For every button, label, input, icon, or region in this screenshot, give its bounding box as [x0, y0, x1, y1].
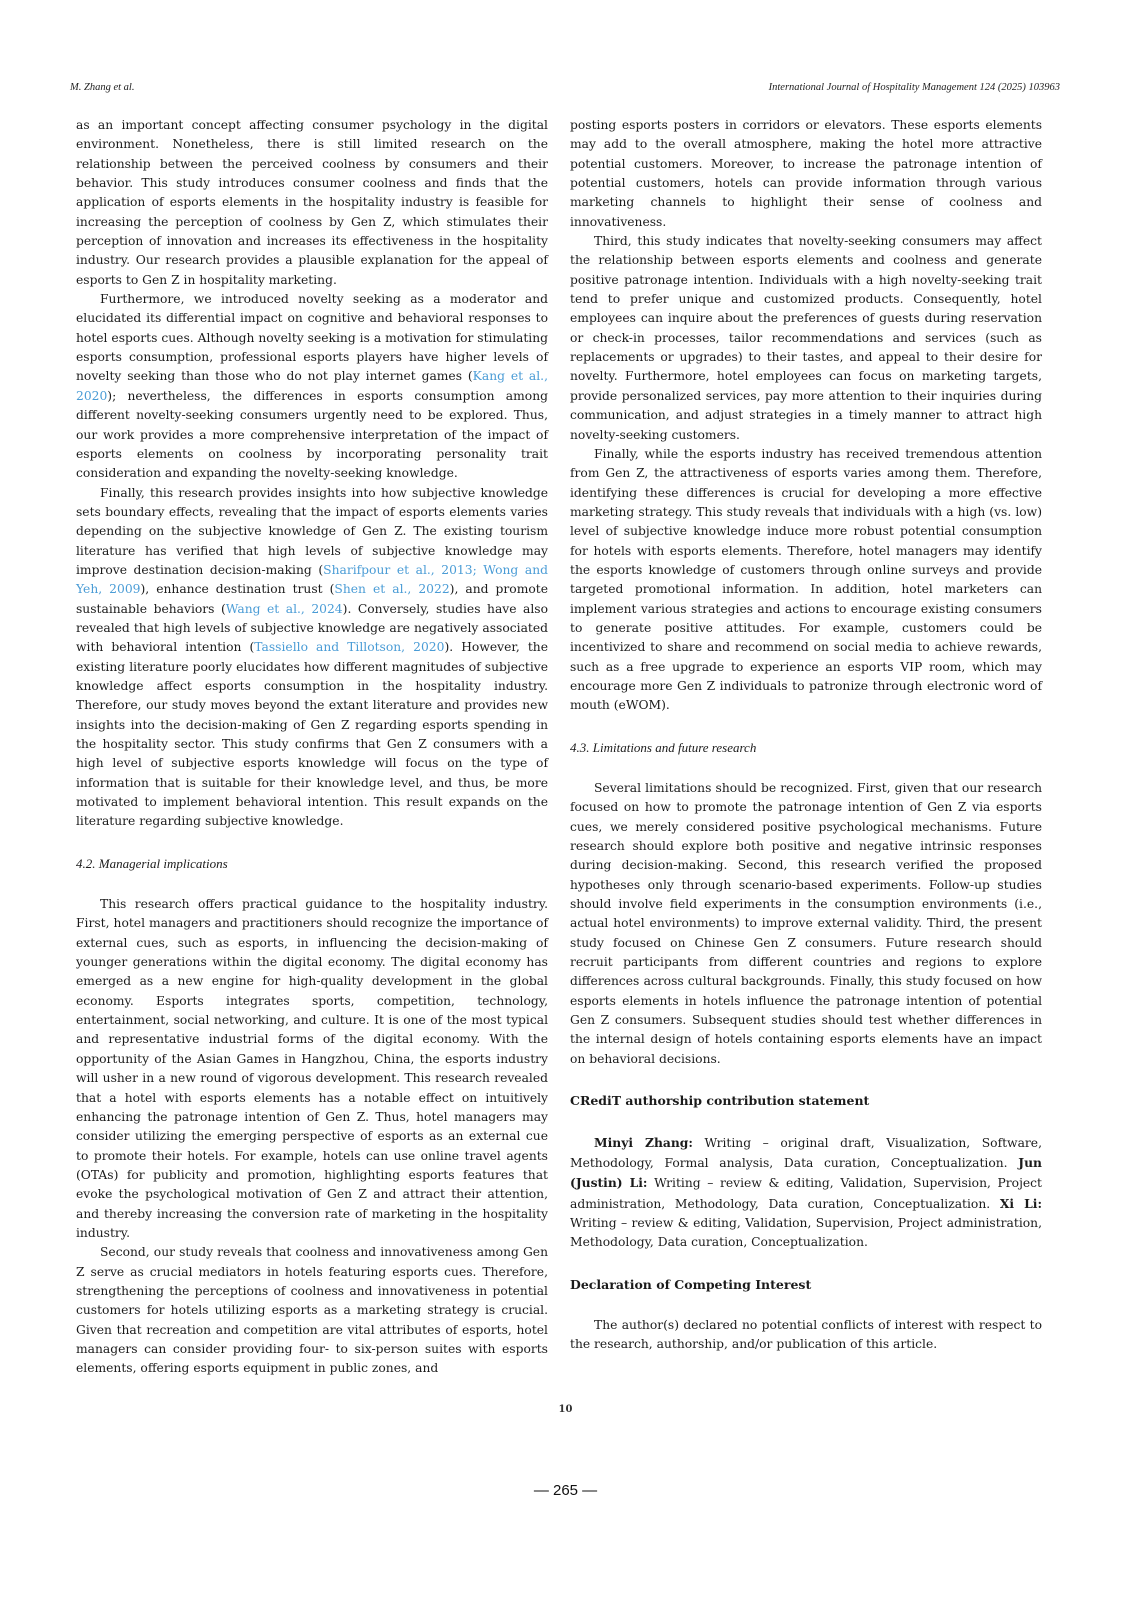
- paragraph: The author(s) declared no potential conflicts of interest with respect to the research, authorship, and/or publication of this article.: [570, 1317, 1042, 1352]
- author-name: Jun (Justin) Li:: [570, 1154, 1042, 1191]
- citation-link[interactable]: Shen et al., 2022: [334, 582, 450, 597]
- citation-link[interactable]: Wang et al., 2024: [225, 601, 343, 616]
- paragraph: Second, our study reveals that coolness and innovativeness among Gen Z serve as crucial mediators in hotels featuring esports cues. Therefore, strengthening the perceptions of coolness and innovativeness in potential customers for hotels utilizing esports as a marketing strategy is crucial. Given that recreation and competition are vital attributes of esports, hotel managers can consider providing four- to six-person suites with esports elements, offering esports equipment in public zones, and: [76, 1245, 548, 1376]
- paragraph: This research offers practical guidance to the hospitality industry. First, hotel managers and practitioners should recognize the importance of external cues, such as esports, in influencing the decision-making of younger generations within the digital economy. The digital economy has emerged as a new engine for high-quality development in the global economy. Esports integrates sports, competition, technology, entertainment, social networking, and culture. It is one of the most typical and representative industrial forms of the digital economy. With the opportunity of the Asian Games in Hangzhou, China, the esports industry will usher in a new round of vigorous development. This research revealed that a hotel with esports elements has a notable effect on intuitively enhancing the patronage intention of Gen Z. Thus, hotel managers may consider utilizing the emerging perspective of esports as an external cue to promote their hotels. For example, hotels can use online travel agents (OTAs) for publicity and promotion, highlighting esports features that evoke the psychological motivation of Gen Z and attract their attention, and thereby increasing the conversion rate of marketing in the hospitality industry.: [76, 897, 548, 1240]
- citation-link[interactable]: Kang et al., 2020: [76, 369, 548, 403]
- paragraph: posting esports posters in corridors or elevators. These esports elements may add to the overall atmosphere, making the hotel more attractive potential customers. Moreover, to increase the patronage intention of potential customers, hotels can provide information through various marketing channels to highlight their sense of coolness and innovativeness.: [570, 118, 1042, 229]
- page-number: 10: [558, 1404, 573, 1415]
- author-name: Xi Li:: [999, 1195, 1042, 1211]
- paragraph: Finally, this research provides insights into how subjective knowledge sets boundary effects, revealing that the impact of esports elements varies depending on the subjective knowledge of Gen Z. The existing tourism literature has verified that high levels of subjective knowledge may improve destination decision-making (Sharifpour et al., 2013; Wong and Yeh, 2009), enhance destination trust (Shen et al., 2022), and promote sustainable behaviors (Wang et al., 2024). Conversely, studies have also revealed that high levels of subjective knowledge are negatively associated with behavioral intention (Tassiello and Tillotson, 2020). However, the existing literature poorly elucidates how different magnitudes of subjective knowledge affect esports consumption in the hospitality industry. Therefore, our study moves beyond the extant literature and provides new insights into the decision-making of Gen Z regarding esports spending in the hospitality sector. This study confirms that Gen Z consumers with a high level of subjective esports knowledge will focus on the type of information that is suitable for their knowledge level, and thus, be more motivated to implement behavioral intention. This result expands on the literature regarding subjective knowledge.: [76, 485, 549, 829]
- section-heading-limitations: 4.3. Limitations and future research: [570, 739, 757, 755]
- credit-statement: Minyi Zhang: Writing – original draft, Visualization, Software, Methodology, Formal analysis, Data curation, Conceptualization. Jun (Justin) Li: Writing – review & editing, Validation, Supervision, Project administration, Methodology, Data curation, Conceptualization. Xi Li: Writing – review & editing, Validation, Supervision, Project administration, Methodology, Data curation, Conceptualization.: [570, 1134, 1043, 1250]
- author-name: Minyi Zhang:: [594, 1134, 693, 1150]
- paragraph: as an important concept affecting consumer psychology in the digital environment. Nonetheless, there is still limited research on the relationship between the perceived coolness by consumers and their behavior. This study introduces consumer coolness and finds that the application of esports elements in the hospitality industry is feasible for increasing the perception of coolness by Gen Z, which stimulates their perception of innovation and increases its effectiveness in the hospitality industry. Our research provides a plausible explanation for the appeal of esports to Gen Z in hospitality marketing.: [76, 118, 548, 287]
- footer-page-number: — 265 —: [533, 1482, 598, 1499]
- running-head-authors: M. Zhang et al.: [70, 82, 135, 93]
- section-heading-credit: CRediT authorship contribution statement: [570, 1093, 870, 1109]
- paragraph: Third, this study indicates that novelty-seeking consumers may affect the relationship between esports elements and coolness and generate positive patronage intention. Individuals with a high novelty-seeking trait tend to prefer unique and customized products. Consequently, hotel employees can inquire about the preferences of guests during reservation or check-in processes, tailor recommendations and services (such as replacements or upgrades) to their tastes, and appeal to their desire for novelty. Furthermore, hotel employees can focus on marketing targets, provide personalized services, pay more attention to their inquiries during communication, and adjust strategies in a timely manner to attract high novelty-seeking customers.: [570, 234, 1042, 442]
- paragraph: Finally, while the esports industry has received tremendous attention from Gen Z, the attractiveness of esports varies among them. Therefore, identifying these differences is crucial for developing a more effective marketing strategy. This study reveals that individuals with a high (vs. low) level of subjective knowledge induce more robust potential consumption for hotels with esports elements. Therefore, hotel managers may identify the esports knowledge of customers through online surveys and provide targeted promotional information. In addition, hotel marketers can implement various strategies and actions to encourage existing consumers to generate positive attitudes. For example, customers could be incentivized to share and recommend on social media to achieve rewards, such as a free upgrade to experience an esports VIP room, which may encourage more Gen Z individuals to patronize through electronic word of mouth (eWOM).: [570, 446, 1042, 713]
- citation-link[interactable]: Sharifpour et al., 2013; Wong and Yeh, 2009: [76, 562, 548, 597]
- section-heading-competing-interest: Declaration of Competing Interest: [570, 1276, 812, 1292]
- right-column: [570, 116, 1042, 1355]
- citation-link[interactable]: Tassiello and Tillotson, 2020: [254, 640, 445, 655]
- left-column: [76, 116, 548, 1379]
- section-heading-managerial-implications: 4.2. Managerial implications: [76, 855, 228, 871]
- paragraph: Furthermore, we introduced novelty seeking as a moderator and elucidated its differential impact on cognitive and behavioral responses to hotel esports cues. Although novelty seeking is a motivation for stimulating esports consumption, professional esports players have higher levels of novelty seeking than those who do not play internet games (Kang et al., 2020); nevertheless, the differences in esports consumption among different novelty-seeking consumers urgently need to be explored. Thus, our work provides a more comprehensive interpretation of the impact of esports elements on coolness by incorporating personality trait consideration and expanding the novelty-seeking knowledge.: [76, 292, 548, 481]
- paragraph: Several limitations should be recognized. First, given that our research focused on how to promote the patronage intention of Gen Z via esports cues, we merely considered positive psychological mechanisms. Future research should explore both positive and negative intrinsic responses during decision-making. Second, this research verified the proposed hypotheses only through scenario-based experiments. Follow-up studies should involve field experiments in the consumption environments (i.e., actual hotel environments) to improve external validity. Third, the present study focused on Chinese Gen Z consumers. Future research should recruit participants from different countries and regions to explore differences across cultural backgrounds. Finally, this study focused on how esports elements in hotels influence the patronage intention of potential Gen Z consumers. Subsequent studies should test whether differences in the internal design of hotels containing esports elements have an impact on behavioral decisions.: [570, 781, 1042, 1066]
- running-head: [70, 82, 1060, 93]
- running-head-journal: International Journal of Hospitality Management 124 (2025) 103963: [768, 82, 1060, 93]
